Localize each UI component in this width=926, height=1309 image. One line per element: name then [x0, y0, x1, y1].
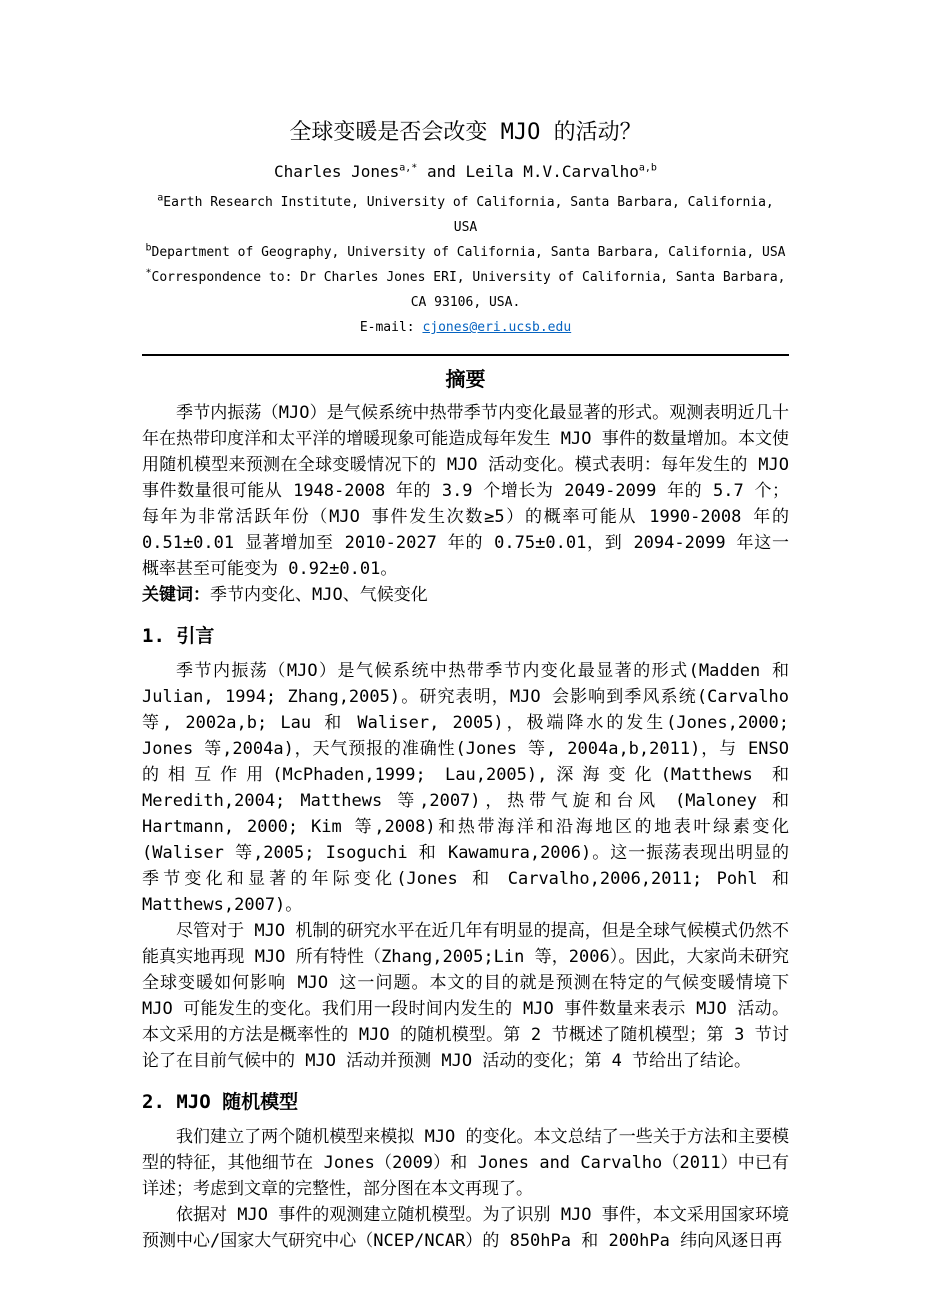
paper-title: 全球变暖是否会改变 MJO 的活动？	[289, 120, 642, 145]
email-line	[142, 315, 789, 340]
keywords-text: 季节内变化、MJO、气候变化	[210, 585, 428, 605]
correspondence-line-1	[142, 265, 789, 290]
affiliation-b	[142, 240, 789, 265]
correspondence-marker: *	[145, 267, 152, 279]
abstract-section	[142, 400, 789, 608]
abstract-heading: 摘要	[445, 367, 486, 391]
affiliation-b-text: Department of Geography, University of California, Santa Barbara, California, USA	[151, 245, 786, 260]
author-name-1: Charles Jones	[274, 162, 400, 181]
author-affil-marker-1: a,*	[399, 162, 418, 174]
email-label: E-mail:	[359, 320, 423, 335]
section-introduction	[142, 658, 789, 1074]
section-heading-mjo-stochastic-model: 2. MJO 随机模型	[142, 1091, 299, 1113]
authors-line	[142, 160, 789, 184]
section-mjo-stochastic-model	[142, 1124, 789, 1254]
affiliation-a	[142, 190, 789, 240]
email-link[interactable]: cjones@eri.ucsb.edu	[422, 320, 572, 335]
correspondence-text-2: CA 93106, USA.	[410, 295, 521, 310]
correspondence-text-1: Correspondence to: Dr Charles Jones ERI, University of California, Santa Barbara,	[151, 270, 786, 285]
keywords-label: 关键词：	[142, 585, 210, 605]
correspondence-line-2	[142, 290, 789, 315]
affiliation-a-marker: a	[157, 192, 164, 204]
abstract-paragraph: 季节内振荡（MJO）是气候系统中热带季节内变化最显著的形式。观测表明近几十年在热带印度洋和太平洋的增暖现象可能造成每年发生 MJO 事件的数量增加。本文使用随机模型来预测在全球变暖情况下的 MJO 活动变化。模式表明：每年发生的 MJO 事件数量很可能从 1948-2008 年的 3.9 个增长为 2049-2099 年的 5.7 个；每年为非常活跃年份（MJO 事件发生次数≥5）的概率可能从 1990-2008 年的 0.51±0.01 显著增加至 2010-2027 年的 0.75±0.01，到 2094-2099 年这一概率甚至可能变为 0.92±0.01。	[142, 403, 789, 579]
affiliation-b-marker: b	[145, 242, 152, 254]
paragraph: 尽管对于 MJO 机制的研究水平在近几年有明显的提高，但是全球气候模式仍然不能真实地再现 MJO 所有特性（Zhang,2005;Lin 等，2006）。因此，大家尚未研究全球变暖如何影响 MJO 这一问题。本文的目的就是预测在特定的气候变暖情境下 MJO 可能发生的变化。我们用一段时间内发生的 MJO 事件数量来表示 MJO 活动。本文采用的方法是概率性的 MJO 的随机模型。第 2 节概述了随机模型；第 3 节讨论了在目前气候中的 MJO 活动并预测 MJO 活动的变化；第 4 节给出了结论。	[142, 921, 789, 1071]
paragraph: 依据对 MJO 事件的观测建立随机模型。为了识别 MJO 事件，本文采用国家环境预测中心/国家大气研究中心（NCEP/NCAR）的 850hPa 和 200hPa 纬向风逐日再	[142, 1205, 789, 1251]
paragraph: 我们建立了两个随机模型来模拟 MJO 的变化。本文总结了一些关于方法和主要模型的特征，其他细节在 Jones（2009）和 Jones and Carvalho（2011）中已有详述；考虑到文章的完整性，部分图在本文再现了。	[142, 1127, 789, 1199]
author-affil-marker-2: a,b	[638, 162, 657, 174]
paragraph: 季节内振荡（MJO）是气候系统中热带季节内变化最显著的形式(Madden 和 Julian, 1994; Zhang,2005)。研究表明，MJO 会影响到季风系统(Carvalho 等, 2002a,b; Lau 和 Waliser, 2005)，极端降水的发生(Jones,2000; Jones 等,2004a)，天气预报的准确性(Jones 等, 2004a,b,2011)，与 ENSO 的相互作用(McPhaden,1999; Lau,2005),深海变化(Matthews 和 Meredith,2004; Matthews 等,2007)，热带气旋和台风 (Maloney 和 Hartmann, 2000; Kim 等,2008)和热带海洋和沿海地区的地表叶绿素变化(Waliser 等,2005; Isoguchi 和 Kawamura,2006)。这一振荡表现出明显的季节变化和显著的年际变化(Jones 和 Carvalho,2006,2011; Pohl 和 Matthews,2007)。	[142, 661, 789, 915]
keywords-line	[142, 582, 789, 608]
author-name-2: and Leila M.V.Carvalho	[417, 162, 639, 181]
affiliation-a-text: Earth Research Institute, University of California, Santa Barbara, California, USA	[163, 195, 774, 235]
section-heading-introduction: 1. 引言	[142, 625, 215, 647]
divider-line	[142, 354, 789, 356]
affiliations-block	[142, 190, 789, 340]
